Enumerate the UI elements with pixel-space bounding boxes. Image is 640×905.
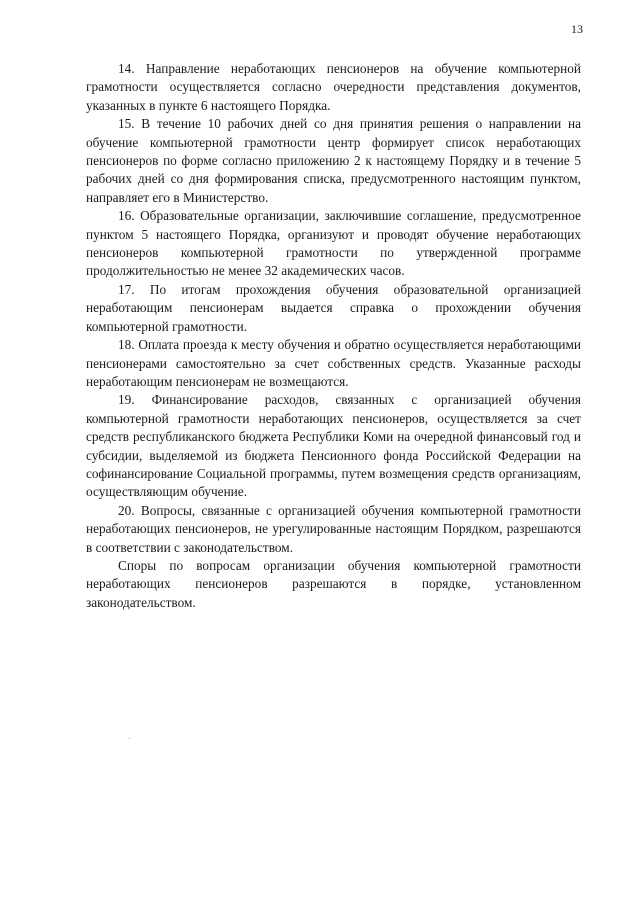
paragraph-15: 15. В течение 10 рабочих дней со дня принятия решения о направлении на обучение компьютерной грамотности центр формирует список неработающих пенсионеров по форме согласно приложению 2 к настоящему Порядку и в течение 5 рабочих дней со дня формирования списка, предусмотренного настоящим пунктом, направляет его в Министерство. [86,116,581,205]
page-number: 13 [571,22,583,36]
paragraph-disputes: Споры по вопросам организации обучения компьютерной грамотности неработающих пенсионеров разрешаются в порядке, установленном законодательством. [86,557,581,610]
document-body [86,60,581,612]
paragraph-20: 20. Вопросы, связанные с организацией обучения компьютерной грамотности неработающих пенсионеров, не урегулированные настоящим Порядком, разрешаются в соответствии с законодательством. [86,502,581,555]
paragraph-19: 19. Финансирование расходов, связанных с организацией обучения компьютерной грамотности неработающих пенсионеров, осуществляется за счет средств республиканского бюджета Республики Коми на очередной финансовый год и субсидии, выделяемой из бюджета Пенсионного фонда Российской Федерации на софинансирование Социальной программы, путем возмещения средств организациям, осуществляющим обучение. [86,392,581,500]
paragraph-17: 17. По итогам прохождения обучения образовательной организацией неработающим пенсионерам выдается справка о прохождении обучения компьютерной грамотности. [86,281,581,334]
paragraph-16: 16. Образовательные организации, заключившие соглашение, предусмотренное пунктом 5 настоящего Порядка, организуют и проводят обучение неработающих пенсионеров компьютерной грамотности по утвержденной программе продолжительностью не менее 32 академических часов. [86,208,581,279]
paragraph-14: 14. Направление неработающих пенсионеров на обучение компьютерной грамотности осуществляется согласно очередности представления документов, указанных в пункте 6 настоящего Порядка. [86,61,581,113]
scan-speck [129,738,130,739]
paragraph-18: 18. Оплата проезда к месту обучения и обратно осуществляется неработающими пенсионерами самостоятельно за счет собственных средств. Указанные расходы неработающим пенсионерам не возмещаются. [86,337,581,389]
